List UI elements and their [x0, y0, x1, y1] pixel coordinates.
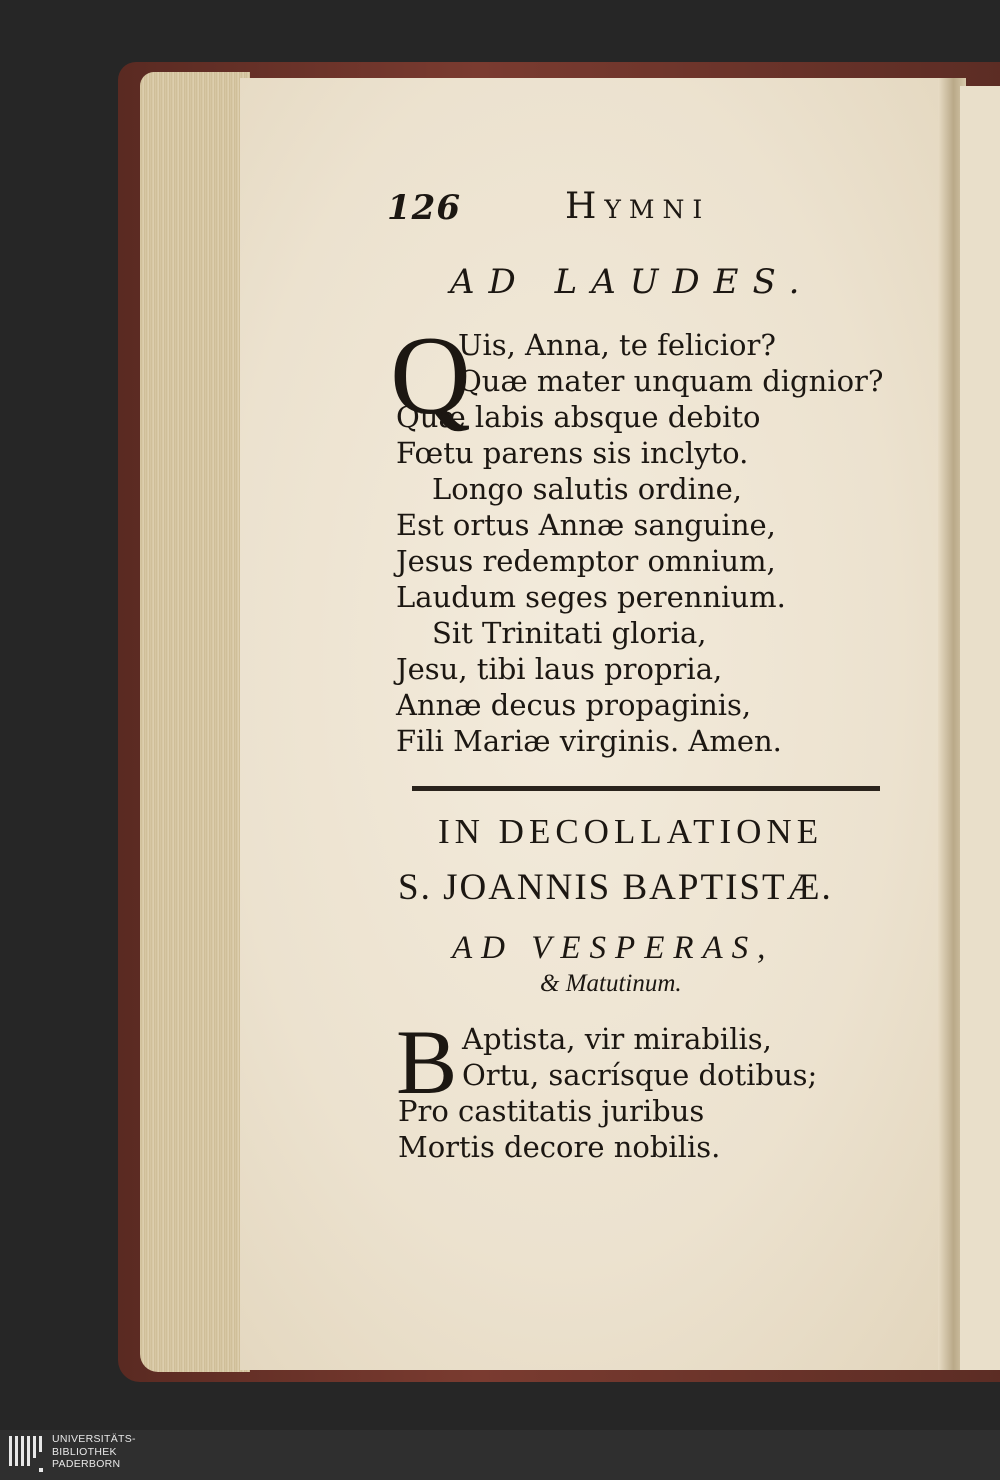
hymn1-line: Est ortus Annæ sanguine,	[396, 508, 776, 542]
hymn1-line: Fœtu parens sis inclyto.	[396, 436, 749, 470]
library-logo-text	[52, 1433, 136, 1471]
hymn1-heading: AD LAUDES.	[450, 262, 814, 302]
hymn1-line: Longo salutis ordine,	[432, 472, 743, 506]
hymn2-line: Pro castitatis juribus	[398, 1094, 705, 1128]
hymn2-line: Mortis decore nobilis.	[398, 1130, 721, 1164]
logo-line: BIBLIOTHEK	[52, 1445, 117, 1458]
hymn1-line: Quæ labis absque debito	[396, 400, 761, 434]
hymn2-title-line2: S. JOANNIS BAPTISTÆ.	[398, 867, 833, 908]
hymn1-dropcap: Q	[390, 314, 471, 438]
hymn2-line: Ortu, sacrísque dotibus;	[462, 1058, 818, 1092]
hymn1-line: Jesu, tibi laus propria,	[396, 652, 723, 686]
section-divider	[412, 786, 880, 790]
hymn1-line: Sit Trinitati gloria,	[432, 616, 707, 650]
hymn2-dropcap: B	[396, 1011, 458, 1113]
library-logo-icon	[8, 1434, 44, 1476]
footer-bar	[0, 1430, 1000, 1480]
hymn2-heading: AD VESPERAS,	[452, 930, 775, 966]
hymn1-line: Jesus redemptor omnium,	[396, 544, 776, 578]
hymn2-subheading: & Matutinum.	[540, 970, 682, 997]
facing-page-edge	[960, 86, 1000, 1370]
hymn2-line: Aptista, vir mirabilis,	[462, 1022, 772, 1056]
page-edges	[140, 72, 250, 1372]
running-head: Hymni	[565, 186, 711, 227]
hymn1-line: Annæ decus propaginis,	[396, 688, 752, 722]
hymn1-line: Quæ mater unquam dignior?	[458, 364, 884, 398]
hymn1-line: Uis, Anna, te felicior?	[458, 328, 776, 362]
logo-line: UNIVERSITÄTS-	[52, 1433, 136, 1445]
hymn2-title-line1: IN DECOLLATIONE	[438, 812, 824, 851]
page-number: 126	[387, 188, 461, 228]
hymn1-line: Laudum seges perennium.	[396, 580, 786, 614]
hymn1-line: Fili Mariæ virginis. Amen.	[396, 724, 782, 758]
logo-line: PADERBORN	[52, 1458, 121, 1470]
